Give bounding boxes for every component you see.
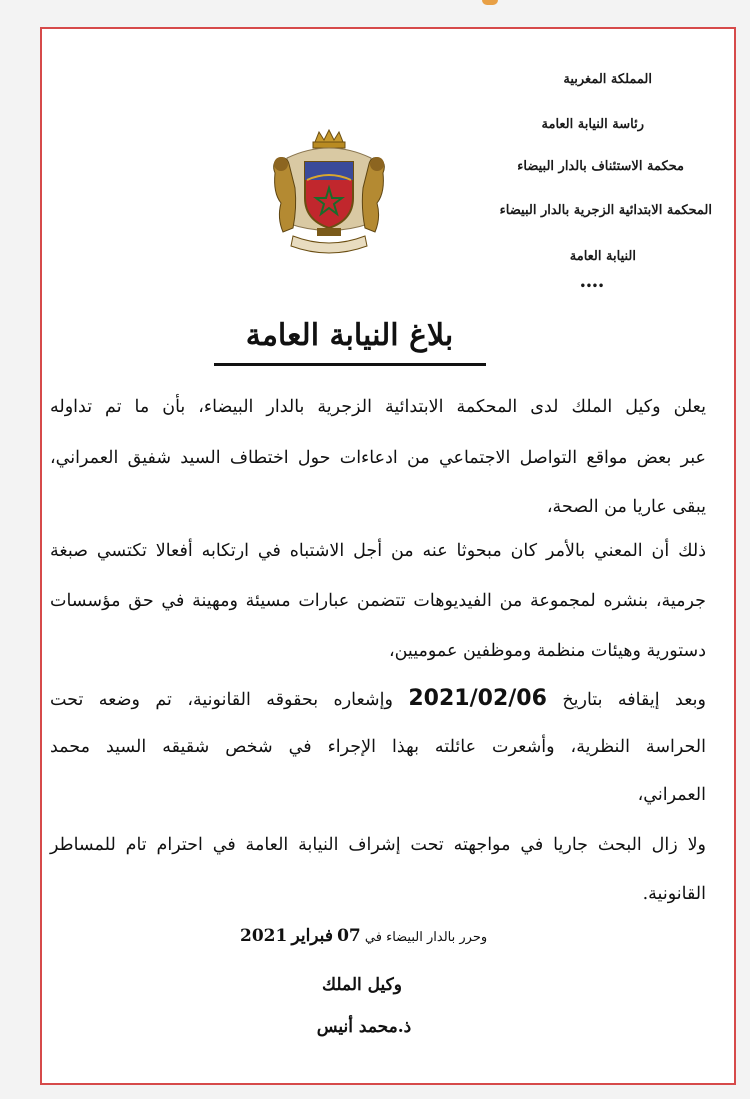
issue-date-prefix: وحرر بالدار البيضاء في: [364, 930, 488, 945]
issue-date: [240, 926, 487, 946]
body-p3-prefix: وبعد إيقافه بتاريخ: [562, 690, 706, 710]
body-p2-line3: دستورية وهيئات منظمة وموظفين عموميين،: [388, 641, 706, 661]
body-p4-line1: ولا زال البحث جاريا في مواجهته تحت إشراف النيابة العامة في احترام تام للمساطر: [50, 835, 706, 855]
body-p2-line2: جرمية، بنشره لمجموعة من الفيديوهات تتضمن عبارات مسيئة ومهينة في حق مؤسسات: [50, 591, 706, 611]
header-kingdom: المملكة المغربية: [563, 72, 652, 87]
issue-year: 2021: [240, 926, 288, 946]
body-p1-line1: يعلن وكيل الملك لدى المحكمة الابتدائية الزجرية بالدار البيضاء، بأن ما تم تداوله: [50, 397, 706, 417]
body-p3-line1: [50, 686, 706, 711]
title-underline: [214, 363, 486, 366]
issue-month: فبراير: [291, 926, 333, 946]
arrest-date: 2021/02/06: [408, 686, 547, 711]
signatory-title: وكيل الملك: [322, 975, 402, 995]
document-title: بلاغ النيابة العامة: [245, 318, 454, 353]
header-presidency: رئاسة النيابة العامة: [541, 117, 644, 132]
header-public-prosecution: النيابة العامة: [569, 249, 636, 264]
moroccan-coat-of-arms-icon: [267, 128, 391, 262]
top-edge-mark: [482, 0, 498, 5]
header-court-of-appeal: محكمة الاستئناف بالدار البيضاء: [517, 159, 684, 174]
document-page: [40, 27, 736, 1085]
body-p1-line2: عبر بعض مواقع التواصل الاجتماعي من ادعاءات حول اختطاف السيد شفيق العمراني،: [50, 448, 706, 468]
body-p3-line3: العمراني،: [637, 785, 706, 805]
header-court-of-first-instance: المحكمة الابتدائية الزجرية بالدار البيضاء: [499, 203, 712, 218]
issue-day: 07: [337, 926, 361, 946]
body-p3-suffix: وإشعاره بحقوقه القانونية، تم وضعه تحت: [50, 690, 393, 710]
body-p4-line2: القانونية.: [642, 884, 706, 904]
header-dots: ••••: [579, 281, 604, 292]
body-p1-line3: يبقى عاريا من الصحة،: [546, 497, 706, 517]
body-p3-line2: الحراسة النظرية، وأشعرت عائلته بهذا الإجراء في شخص شقيقه السيد محمد: [50, 737, 706, 757]
signatory-name: ذ.محمد أنيس: [316, 1017, 412, 1037]
body-p2-line1: ذلك أن المعني بالأمر كان مبحوثا عنه من أجل الاشتباه في ارتكابه أفعالا تكتسي صبغة: [50, 541, 706, 561]
